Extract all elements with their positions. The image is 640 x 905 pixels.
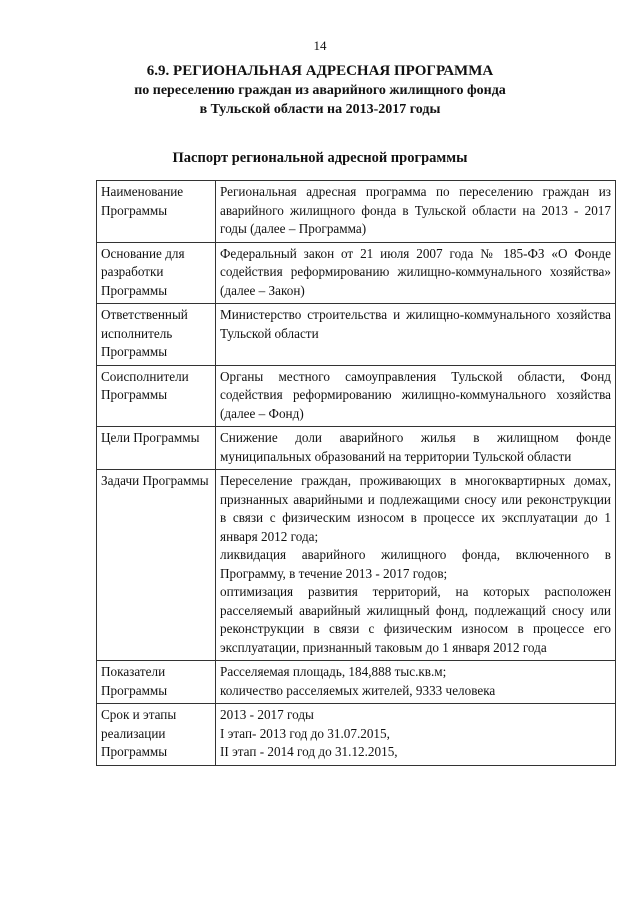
table-row	[97, 470, 616, 661]
row-value: Министерство строительства и жилищно-коммунального хозяйства Тульской области	[216, 304, 616, 366]
row-label: Цели Программы	[97, 427, 216, 470]
indicator-line: Расселяемая площадь, 184,888 тыс.кв.м;	[220, 664, 447, 679]
table-row	[97, 427, 616, 470]
row-label: Ответственный исполнитель Программы	[97, 304, 216, 366]
table-row	[97, 704, 616, 766]
task-paragraph: оптимизация развития территорий, на которых расположен расселяемый аварийный жилищный фонд, подлежащий сносу или реконструкции в связи с физическим износом в процессе его эксплуатации, признанный таковым до 1 января 2012 года	[220, 584, 611, 655]
table-row	[97, 365, 616, 427]
row-label: Наименование Программы	[97, 181, 216, 243]
row-value	[216, 704, 616, 766]
row-value	[216, 470, 616, 661]
document-heading	[40, 62, 600, 119]
row-label: Соисполнители Программы	[97, 365, 216, 427]
passport-title: Паспорт региональной адресной программы	[172, 150, 468, 166]
table-row	[97, 304, 616, 366]
heading-line-1: 6.9. РЕГИОНАЛЬНАЯ АДРЕСНАЯ ПРОГРАММА	[146, 63, 494, 79]
row-value: Органы местного самоуправления Тульской области, Фонд содействия реформированию жилищно-коммунального хозяйства (далее – Фонд)	[216, 365, 616, 427]
table-row	[97, 242, 616, 304]
row-label: Срок и этапы реализации Программы	[97, 704, 216, 766]
stage-line: II этап - 2014 год до 31.12.2015,	[220, 744, 398, 759]
row-value: Федеральный закон от 21 июля 2007 года № 185-ФЗ «О Фонде содействия реформированию жилищно-коммунального хозяйства» (далее – Закон)	[216, 242, 616, 304]
row-value: Снижение доли аварийного жилья в жилищном фонде муниципальных образований на территории Тульской области	[216, 427, 616, 470]
row-label: Показатели Программы	[97, 661, 216, 704]
page-number: 14	[313, 38, 327, 53]
row-value: Региональная адресная программа по переселению граждан из аварийного жилищного фонда в Тульской области на 2013 - 2017 годы (далее – Программа)	[216, 181, 616, 243]
row-value	[216, 661, 616, 704]
table-row	[97, 661, 616, 704]
indicator-line: количество расселяемых жителей, 9333 человека	[220, 682, 496, 698]
row-label: Основание для разработки Программы	[97, 242, 216, 304]
passport-table	[96, 180, 616, 766]
row-label: Задачи Программы	[97, 470, 216, 661]
table-row	[97, 181, 616, 243]
stage-line: I этап- 2013 год до 31.07.2015,	[220, 725, 390, 741]
heading-line-3: в Тульской области на 2013-2017 годы	[199, 102, 441, 117]
heading-line-2: по переселению граждан из аварийного жилищного фонда	[134, 83, 506, 98]
task-paragraph: Переселение граждан, проживающих в многоквартирных домах, признанных аварийными и подлежащими сносу или реконструкции в связи с физическим износом в процессе их эксплуатации до 1 января 2012 года;	[220, 473, 611, 544]
stage-line: 2013 - 2017 годы	[220, 707, 314, 722]
task-paragraph: ликвидация аварийного жилищного фонда, включенного в Программу, в течение 2013 - 2017 годов;	[220, 547, 611, 581]
